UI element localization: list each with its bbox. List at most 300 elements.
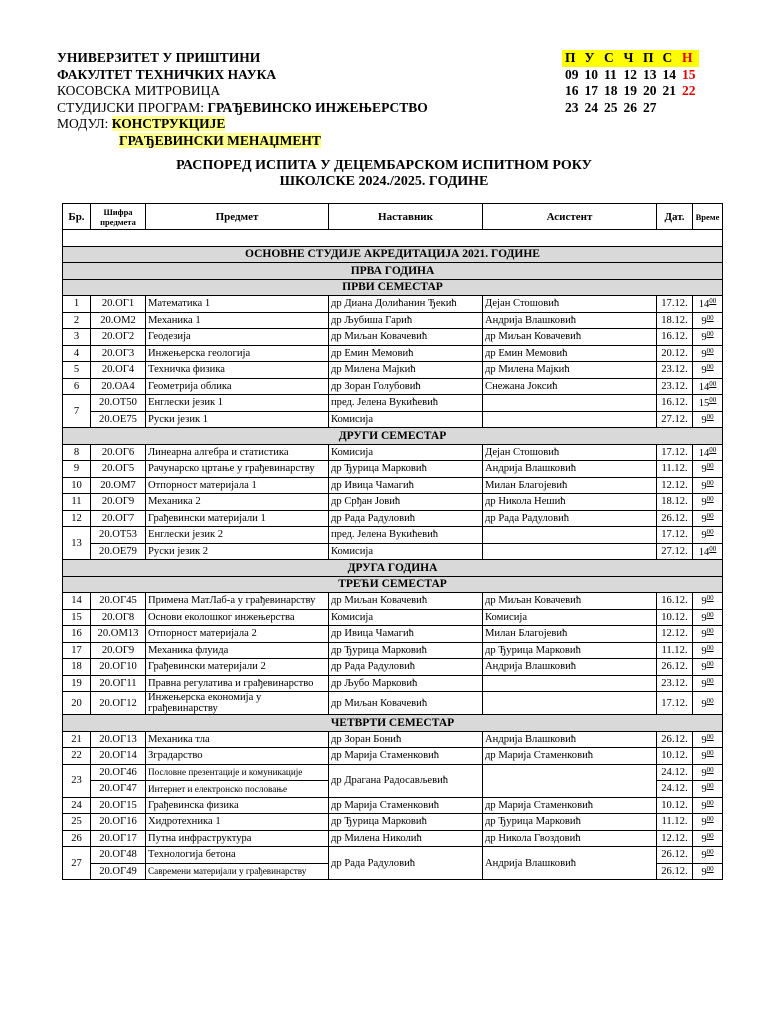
row-code: 20.ОГ8 xyxy=(91,609,146,626)
row-hour: 9 xyxy=(701,698,707,710)
table-row xyxy=(63,659,723,676)
table-row xyxy=(63,461,723,478)
row-minutes: 00 xyxy=(706,732,714,741)
row-assistant: др Миљан Ковачевић xyxy=(483,593,657,610)
faculty-name: ФАКУЛТЕТ ТЕХНИЧКИХ НАУКА xyxy=(57,66,277,82)
row-subject: Руски језик 2 xyxy=(146,543,329,560)
row-hour: 9 xyxy=(701,767,707,779)
row-num: 27 xyxy=(63,847,91,880)
row-date: 17.12. xyxy=(657,692,693,715)
section-row xyxy=(63,576,723,593)
row-minutes: 00 xyxy=(706,676,714,685)
row-subject: Правна регулатива и грађевинарство xyxy=(146,675,329,692)
row-hour: 9 xyxy=(701,833,707,845)
row-minutes: 00 xyxy=(706,643,714,652)
row-assistant: Дејан Стошовић xyxy=(483,296,657,313)
section-semester-1: ПРВИ СЕМЕСТАР xyxy=(63,279,723,296)
row-hour: 14 xyxy=(698,299,710,311)
row-teacher: др Миљан Ковачевић xyxy=(329,692,483,715)
row-minutes: 00 xyxy=(706,696,714,705)
row-code: 20.ОГ2 xyxy=(91,329,146,346)
row-time xyxy=(693,731,723,748)
row-time xyxy=(693,797,723,814)
row-date: 26.12. xyxy=(657,510,693,527)
section-row xyxy=(63,560,723,577)
calendar-date: 21 xyxy=(662,83,676,99)
table-row xyxy=(63,510,723,527)
row-hour: 9 xyxy=(701,751,707,763)
calendar-date: 24 xyxy=(584,99,598,115)
row-code: 20.ОГ5 xyxy=(91,461,146,478)
row-teacher: др Диана Долићанин Ђекић xyxy=(329,296,483,313)
row-hour: 9 xyxy=(701,348,707,360)
row-subject: Механика тла xyxy=(146,731,329,748)
row-hour: 9 xyxy=(701,817,707,829)
row-num: 13 xyxy=(63,527,91,560)
row-time xyxy=(693,642,723,659)
title-line-1: РАСПОРЕД ИСПИТА У ДЕЦЕМБАРСКОМ ИСПИТНОМ РОКУ xyxy=(176,158,592,173)
row-date: 17.12. xyxy=(657,444,693,461)
row-assistant xyxy=(483,395,657,412)
calendar-date: 20 xyxy=(643,83,657,99)
row-hour: 9 xyxy=(701,850,707,862)
row-date: 18.12. xyxy=(657,312,693,329)
row-subject: Руски језик 1 xyxy=(146,411,329,428)
row-subject: Зградарство xyxy=(146,748,329,765)
row-num: 6 xyxy=(63,378,91,395)
row-date: 27.12. xyxy=(657,543,693,560)
row-hour: 14 xyxy=(698,447,710,459)
row-time xyxy=(693,510,723,527)
calendar-date: 25 xyxy=(604,99,618,115)
table-row xyxy=(63,609,723,626)
row-assistant: др Ђурица Марковић xyxy=(483,814,657,831)
row-teacher: др Емин Мемовић xyxy=(329,345,483,362)
row-teacher: др Ђурица Марковић xyxy=(329,642,483,659)
row-date: 10.12. xyxy=(657,609,693,626)
row-subject: Механика 2 xyxy=(146,494,329,511)
city-name: КОСОВСКА МИТРОВИЦА xyxy=(57,83,221,98)
table-row xyxy=(63,411,723,428)
calendar-date: 19 xyxy=(623,83,637,99)
blank-row xyxy=(63,230,723,247)
calendar-week xyxy=(562,67,699,84)
row-minutes: 00 xyxy=(706,495,714,504)
row-num: 10 xyxy=(63,477,91,494)
row-num: 8 xyxy=(63,444,91,461)
study-program xyxy=(57,100,428,117)
col-header-subject: Предмет xyxy=(146,204,329,230)
calendar-date: 18 xyxy=(604,83,618,99)
row-subject: Геометрија облика xyxy=(146,378,329,395)
row-code: 20.ОГ49 xyxy=(91,863,146,880)
row-code: 20.ОГ14 xyxy=(91,748,146,765)
row-date: 26.12. xyxy=(657,659,693,676)
row-teacher: др Зоран Голубовић xyxy=(329,378,483,395)
row-assistant: др Марија Стаменковић xyxy=(483,748,657,765)
row-minutes: 00 xyxy=(706,627,714,636)
calendar-date-sunday xyxy=(679,100,699,117)
row-assistant: Андрија Влашковић xyxy=(483,461,657,478)
row-code: 20.ОГ11 xyxy=(91,675,146,692)
row-minutes: 00 xyxy=(706,864,714,873)
calendar-date: 23 xyxy=(565,99,579,115)
row-assistant: Андрија Влашковић xyxy=(483,731,657,748)
calendar-date: 27 xyxy=(643,99,657,115)
table-row xyxy=(63,527,723,544)
section-row xyxy=(63,279,723,296)
row-teacher: др Срђан Јовић xyxy=(329,494,483,511)
calendar-day: П xyxy=(640,50,660,67)
row-subject: Отпорност материјала 1 xyxy=(146,477,329,494)
row-code: 20.ОТ53 xyxy=(91,527,146,544)
row-time xyxy=(693,692,723,715)
row-date: 23.12. xyxy=(657,675,693,692)
row-num: 19 xyxy=(63,675,91,692)
row-assistant: др Миљан Ковачевић xyxy=(483,329,657,346)
document-header xyxy=(57,50,428,149)
row-date: 11.12. xyxy=(657,461,693,478)
row-assistant xyxy=(483,692,657,715)
row-subject: Примена МатЛаб-а у грађевинарству xyxy=(146,593,329,610)
row-time xyxy=(693,609,723,626)
row-date: 11.12. xyxy=(657,814,693,831)
row-time xyxy=(693,296,723,313)
row-num: 1 xyxy=(63,296,91,313)
row-hour: 15 xyxy=(698,398,710,410)
table-row xyxy=(63,296,723,313)
row-num: 11 xyxy=(63,494,91,511)
row-teacher: др Ивица Чамагић xyxy=(329,626,483,643)
table-header-row xyxy=(63,204,723,230)
calendar-day: С xyxy=(660,50,680,67)
section-row xyxy=(63,428,723,445)
row-time xyxy=(693,593,723,610)
table-row xyxy=(63,797,723,814)
row-date: 17.12. xyxy=(657,296,693,313)
table-row xyxy=(63,477,723,494)
row-time xyxy=(693,378,723,395)
row-minutes: 00 xyxy=(709,445,717,454)
row-minutes: 00 xyxy=(706,313,714,322)
row-subject: Грађевински материјали 2 xyxy=(146,659,329,676)
row-teacher: др Рада Радуловић xyxy=(329,847,483,880)
calendar-date: 16 xyxy=(565,83,579,99)
section-semester-4: ЧЕТВРТИ СЕМЕСТАР xyxy=(63,715,723,732)
row-assistant: др Никола Нешић xyxy=(483,494,657,511)
row-time xyxy=(693,411,723,428)
row-assistant xyxy=(483,411,657,428)
row-assistant: Андрија Влашковић xyxy=(483,312,657,329)
row-minutes: 00 xyxy=(706,528,714,537)
row-minutes: 00 xyxy=(706,660,714,669)
study-program-label: СТУДИЈСКИ ПРОГРАМ: xyxy=(57,99,208,115)
row-minutes: 00 xyxy=(706,798,714,807)
row-num: 2 xyxy=(63,312,91,329)
row-code: 20.ОГ9 xyxy=(91,494,146,511)
row-time xyxy=(693,847,723,864)
table-row xyxy=(63,395,723,412)
row-subject: Грађевински материјали 1 xyxy=(146,510,329,527)
row-date: 26.12. xyxy=(657,731,693,748)
table-row xyxy=(63,543,723,560)
row-subject: Отпорност материјала 2 xyxy=(146,626,329,643)
row-hour: 9 xyxy=(701,800,707,812)
calendar-week xyxy=(562,100,699,117)
module-construction: КОНСТРУКЦИЈЕ xyxy=(111,116,226,131)
module xyxy=(57,116,428,133)
section-studies: ОСНОВНЕ СТУДИЈЕ АКРЕДИТАЦИЈА 2021. ГОДИНЕ xyxy=(63,246,723,263)
row-num: 12 xyxy=(63,510,91,527)
row-teacher: др Миљан Ковачевић xyxy=(329,329,483,346)
row-subject: Савремени материјали у грађевинарству xyxy=(146,863,329,880)
section-semester-3: ТРЕЋИ СЕМЕСТАР xyxy=(63,576,723,593)
row-num: 17 xyxy=(63,642,91,659)
row-time xyxy=(693,830,723,847)
row-minutes: 00 xyxy=(706,765,714,774)
row-minutes: 00 xyxy=(706,363,714,372)
row-code: 20.ОГ7 xyxy=(91,510,146,527)
row-date: 27.12. xyxy=(657,411,693,428)
row-time xyxy=(693,626,723,643)
row-date: 16.12. xyxy=(657,593,693,610)
row-code: 20.ОЕ79 xyxy=(91,543,146,560)
row-teacher: др Ивица Чамагић xyxy=(329,477,483,494)
row-teacher: пред. Јелена Вукићевић xyxy=(329,527,483,544)
row-assistant: Андрија Влашковић xyxy=(483,847,657,880)
row-minutes: 00 xyxy=(706,346,714,355)
row-date: 24.12. xyxy=(657,781,693,798)
table-row xyxy=(63,675,723,692)
row-teacher: др Ђурица Марковић xyxy=(329,814,483,831)
row-code: 20.ОГ46 xyxy=(91,764,146,781)
row-teacher: Комисија xyxy=(329,609,483,626)
row-time xyxy=(693,345,723,362)
row-subject: Енглески језик 1 xyxy=(146,395,329,412)
col-header-time: Време xyxy=(693,204,723,230)
table-row xyxy=(63,748,723,765)
row-assistant xyxy=(483,764,657,797)
row-teacher: др Зоран Бонић xyxy=(329,731,483,748)
row-time xyxy=(693,863,723,880)
row-date: 23.12. xyxy=(657,378,693,395)
calendar-day-sunday: Н xyxy=(679,50,699,67)
row-num: 9 xyxy=(63,461,91,478)
row-hour: 9 xyxy=(701,464,707,476)
row-assistant: Дејан Стошовић xyxy=(483,444,657,461)
row-code: 20.ОГ12 xyxy=(91,692,146,715)
row-teacher: др Милена Николић xyxy=(329,830,483,847)
row-date: 20.12. xyxy=(657,345,693,362)
row-teacher: др Драгана Радосављевић xyxy=(329,764,483,797)
row-minutes: 00 xyxy=(706,330,714,339)
row-teacher: пред. Јелена Вукићевић xyxy=(329,395,483,412)
row-code: 20.ОГ4 xyxy=(91,362,146,379)
row-date: 18.12. xyxy=(657,494,693,511)
row-hour: 9 xyxy=(701,612,707,624)
row-minutes: 00 xyxy=(706,462,714,471)
row-num: 21 xyxy=(63,731,91,748)
row-time xyxy=(693,527,723,544)
row-hour: 9 xyxy=(701,596,707,608)
row-subject: Геодезија xyxy=(146,329,329,346)
row-minutes: 00 xyxy=(706,815,714,824)
row-num: 4 xyxy=(63,345,91,362)
row-subject: Основи еколошког инжењерства xyxy=(146,609,329,626)
row-hour: 9 xyxy=(701,629,707,641)
row-teacher: др Љубиша Гарић xyxy=(329,312,483,329)
table-row xyxy=(63,362,723,379)
row-subject: Механика 1 xyxy=(146,312,329,329)
row-subject: Грађевинска физика xyxy=(146,797,329,814)
row-minutes: 00 xyxy=(706,848,714,857)
calendar-day: П xyxy=(562,50,582,67)
row-time xyxy=(693,659,723,676)
table-row xyxy=(63,692,723,715)
row-teacher: др Милена Мајкић xyxy=(329,362,483,379)
row-teacher: Комисија xyxy=(329,444,483,461)
row-assistant: Андрија Влашковић xyxy=(483,659,657,676)
row-hour: 9 xyxy=(701,866,707,878)
row-time xyxy=(693,312,723,329)
row-code: 20.ОГ9 xyxy=(91,642,146,659)
row-assistant: др Рада Радуловић xyxy=(483,510,657,527)
row-subject: Математика 1 xyxy=(146,296,329,313)
row-code: 20.ОГ17 xyxy=(91,830,146,847)
row-time xyxy=(693,444,723,461)
row-hour: 9 xyxy=(701,645,707,657)
table-row xyxy=(63,444,723,461)
row-time xyxy=(693,748,723,765)
row-assistant: др Емин Мемовић xyxy=(483,345,657,362)
row-num: 24 xyxy=(63,797,91,814)
row-code: 20.ОГ3 xyxy=(91,345,146,362)
row-assistant: др Никола Гвоздовић xyxy=(483,830,657,847)
row-subject: Енглески језик 2 xyxy=(146,527,329,544)
section-row xyxy=(63,715,723,732)
table-row xyxy=(63,329,723,346)
row-date: 10.12. xyxy=(657,748,693,765)
row-hour: 9 xyxy=(701,315,707,327)
table-row xyxy=(63,830,723,847)
exam-schedule-table xyxy=(62,203,723,880)
module-label: МОДУЛ: xyxy=(57,116,112,131)
row-minutes: 00 xyxy=(709,544,717,553)
row-date: 24.12. xyxy=(657,764,693,781)
calendar-date: 17 xyxy=(584,83,598,99)
table-row xyxy=(63,378,723,395)
row-num: 20 xyxy=(63,692,91,715)
row-subject: Инжењерска геологија xyxy=(146,345,329,362)
col-header-num: Бр. xyxy=(63,204,91,230)
row-date: 12.12. xyxy=(657,477,693,494)
row-minutes: 00 xyxy=(706,594,714,603)
section-year-1: ПРВА ГОДИНА xyxy=(63,263,723,280)
row-num: 16 xyxy=(63,626,91,643)
row-teacher: др Рада Радуловић xyxy=(329,510,483,527)
row-subject: Путна инфраструктура xyxy=(146,830,329,847)
row-minutes: 00 xyxy=(709,396,717,405)
calendar-date: 26 xyxy=(623,99,637,115)
row-code: 20.ОТ50 xyxy=(91,395,146,412)
row-date: 16.12. xyxy=(657,395,693,412)
calendar-date: 12 xyxy=(623,66,637,82)
row-time xyxy=(693,675,723,692)
module-management: ГРАЂЕВИНСКИ МЕНАЏМЕНТ xyxy=(119,132,321,148)
row-subject: Пословне презентације и комуникације xyxy=(146,764,329,781)
row-code: 20.ОА4 xyxy=(91,378,146,395)
row-code: 20.ОМ2 xyxy=(91,312,146,329)
row-subject: Инжењерска економија у грађевинарству xyxy=(146,692,329,715)
row-time xyxy=(693,781,723,798)
row-assistant xyxy=(483,675,657,692)
row-code: 20.ОГ13 xyxy=(91,731,146,748)
calendar-date-sunday: 22 xyxy=(682,83,696,99)
row-date: 12.12. xyxy=(657,626,693,643)
row-minutes: 00 xyxy=(706,749,714,758)
row-hour: 9 xyxy=(701,513,707,525)
table-row xyxy=(63,345,723,362)
section-row xyxy=(63,263,723,280)
row-hour: 14 xyxy=(698,381,710,393)
row-minutes: 00 xyxy=(709,379,717,388)
row-hour: 9 xyxy=(701,480,707,492)
row-subject: Линеарна алгебра и статистика xyxy=(146,444,329,461)
university-name: УНИВЕРЗИТЕТ У ПРИШТИНИ xyxy=(57,50,261,65)
col-header-assistant: Асистент xyxy=(483,204,657,230)
row-assistant xyxy=(483,543,657,560)
row-hour: 9 xyxy=(701,784,707,796)
row-teacher: др Марија Стаменковић xyxy=(329,797,483,814)
row-subject: Интернет и електронско пословање xyxy=(146,781,329,798)
calendar-date-sunday: 15 xyxy=(682,66,696,82)
row-subject: Технологија бетона xyxy=(146,847,329,864)
row-time xyxy=(693,814,723,831)
calendar-day: С xyxy=(601,50,621,67)
row-assistant: Милан Благојевић xyxy=(483,626,657,643)
row-time xyxy=(693,764,723,781)
row-num: 5 xyxy=(63,362,91,379)
row-code: 20.ОГ16 xyxy=(91,814,146,831)
row-date: 16.12. xyxy=(657,329,693,346)
row-time xyxy=(693,362,723,379)
table-row xyxy=(63,847,723,864)
row-teacher: др Љубо Марковић xyxy=(329,675,483,692)
row-minutes: 00 xyxy=(706,412,714,421)
row-date: 23.12. xyxy=(657,362,693,379)
section-year-2: ДРУГА ГОДИНА xyxy=(63,560,723,577)
row-num: 14 xyxy=(63,593,91,610)
row-assistant: Милан Благојевић xyxy=(483,477,657,494)
row-time xyxy=(693,477,723,494)
row-minutes: 00 xyxy=(706,831,714,840)
row-date: 10.12. xyxy=(657,797,693,814)
row-num: 15 xyxy=(63,609,91,626)
row-hour: 9 xyxy=(701,530,707,542)
row-hour: 9 xyxy=(701,497,707,509)
calendar-day: Ч xyxy=(621,50,641,67)
row-assistant: др Милена Мајкић xyxy=(483,362,657,379)
row-assistant: др Ђурица Марковић xyxy=(483,642,657,659)
row-hour: 9 xyxy=(701,678,707,690)
study-program-value: ГРАЂЕВИНСКО ИНЖЕЊЕРСТВО xyxy=(207,99,428,115)
col-header-teacher: Наставник xyxy=(329,204,483,230)
row-code: 20.ОГ48 xyxy=(91,847,146,864)
row-num: 25 xyxy=(63,814,91,831)
row-assistant xyxy=(483,527,657,544)
row-code: 20.ОЕ75 xyxy=(91,411,146,428)
table-row xyxy=(63,814,723,831)
